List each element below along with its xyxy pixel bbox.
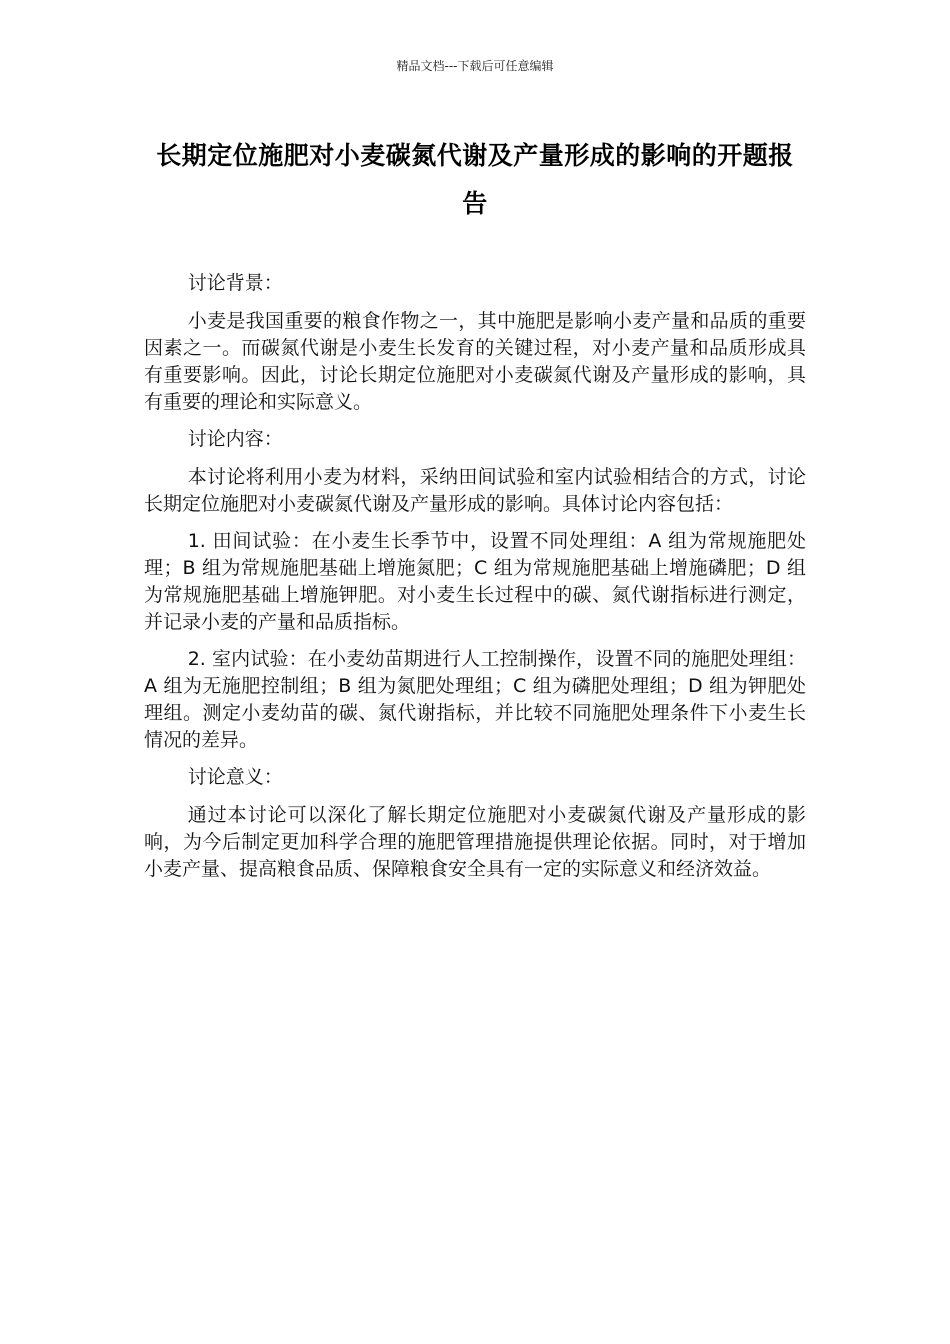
content-paragraph: 本讨论将利用小麦为材料，采纳田间试验和室内试验相结合的方式，讨论长期定位施肥对小麦碳氮代谢及产量形成的影响。具体讨论内容包括： (144, 466, 806, 515)
content-heading: 讨论内容： (187, 428, 283, 450)
document-body (144, 270, 806, 893)
indoor-trial-item: 2. 室内试验：在小麦幼苗期进行人工控制操作，设置不同的施肥处理组：A 组为无施肥控制组；B 组为氮肥处理组；C 组为磷肥处理组；D 组为钾肥处理组。测定小麦幼苗的碳、氮代谢指标，并比较不同施肥处理条件下小麦生长情况的差异。 (144, 648, 806, 751)
background-paragraph: 小麦是我国重要的粮食作物之一，其中施肥是影响小麦产量和品质的重要因素之一。而碳氮代谢是小麦生长发育的关键过程，对小麦产量和品质形成具有重要影响。因此，讨论长期定位施肥对小麦碳氮代谢及产量形成的影响，具有重要的理论和实际意义。 (144, 310, 806, 413)
significance-paragraph: 通过本讨论可以深化了解长期定位施肥对小麦碳氮代谢及产量形成的影响，为今后制定更加科学合理的施肥管理措施提供理论依据。同时，对于增加小麦产量、提高粮食品质、保障粮食安全具有一定的实际意义和经济效益。 (144, 804, 806, 880)
significance-heading: 讨论意义： (187, 766, 283, 788)
field-trial-item: 1. 田间试验：在小麦生长季节中，设置不同处理组：A 组为常规施肥处理；B 组为常规施肥基础上增施氮肥；C 组为常规施肥基础上增施磷肥；D 组为常规施肥基础上增施钾肥。对小麦生长过程中的碳、氮代谢指标进行测定，并记录小麦的产量和品质指标。 (144, 530, 806, 633)
header-note: 精品文档---下载后可任意编辑 (396, 59, 554, 73)
document-title: 长期定位施肥对小麦碳氮代谢及产量形成的影响的开题报告 (156, 141, 794, 218)
background-heading: 讨论背景： (187, 272, 283, 294)
